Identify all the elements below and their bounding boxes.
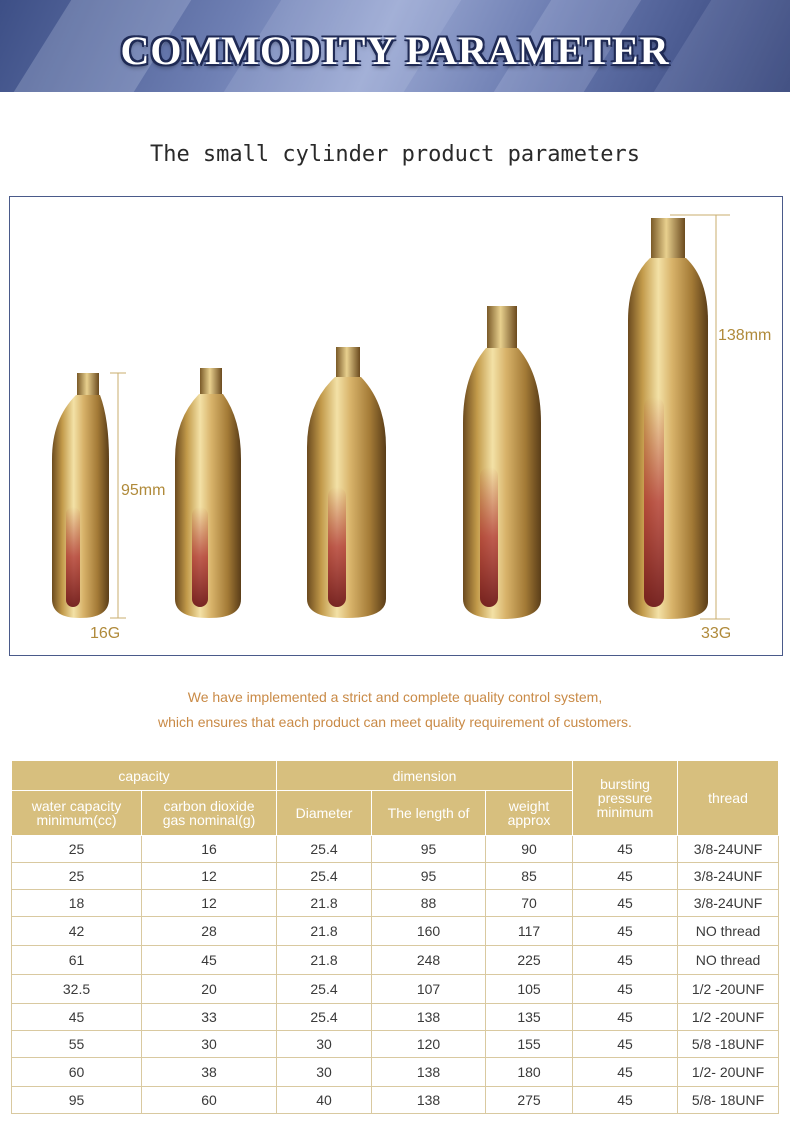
- cell-bursting-pressure: 45: [573, 975, 678, 1004]
- cell-water-capacity: 60: [12, 1058, 142, 1087]
- cell-co2-gas: 20: [142, 975, 277, 1004]
- cell-diameter: 25.4: [277, 975, 372, 1004]
- cell-water-capacity: 55: [12, 1031, 142, 1058]
- table-row: [12, 863, 779, 890]
- cell-bursting-pressure: 45: [573, 1058, 678, 1087]
- cell-water-capacity: 25: [12, 836, 142, 863]
- cell-length: 95: [372, 863, 486, 890]
- cell-diameter: 40: [277, 1087, 372, 1114]
- cylinder-illustration: [10, 197, 782, 655]
- cell-diameter: 21.8: [277, 890, 372, 917]
- cell-co2-gas: 30: [142, 1031, 277, 1058]
- cell-length: 138: [372, 1058, 486, 1087]
- cell-bursting-pressure: 45: [573, 863, 678, 890]
- header-thread: thread: [678, 761, 779, 836]
- cell-diameter: 30: [277, 1031, 372, 1058]
- table-row: [12, 1004, 779, 1031]
- cell-weight: 225: [486, 946, 573, 975]
- cell-diameter: 25.4: [277, 863, 372, 890]
- table-row: [12, 1031, 779, 1058]
- cell-co2-gas: 60: [142, 1087, 277, 1114]
- dimension-label-large: 138mm: [718, 327, 772, 344]
- header-water-capacity: water capacity minimum(cc): [12, 791, 142, 836]
- header-weight: weight approx: [486, 791, 573, 836]
- cell-weight: 90: [486, 836, 573, 863]
- cell-bursting-pressure: 45: [573, 1087, 678, 1114]
- cell-co2-gas: 12: [142, 890, 277, 917]
- cell-co2-gas: 16: [142, 836, 277, 863]
- cell-length: 248: [372, 946, 486, 975]
- cell-co2-gas: 45: [142, 946, 277, 975]
- table-row: [12, 836, 779, 863]
- cell-water-capacity: 45: [12, 1004, 142, 1031]
- cell-co2-gas: 33: [142, 1004, 277, 1031]
- cell-thread: 1/2 -20UNF: [678, 975, 779, 1004]
- header-co2-gas: carbon dioxide gas nominal(g): [142, 791, 277, 836]
- cell-thread: 1/2- 20UNF: [678, 1058, 779, 1087]
- cell-thread: 1/2 -20UNF: [678, 1004, 779, 1031]
- cell-co2-gas: 28: [142, 917, 277, 946]
- cell-diameter: 25.4: [277, 836, 372, 863]
- cell-length: 88: [372, 890, 486, 917]
- table-row: [12, 1087, 779, 1114]
- cell-weight: 117: [486, 917, 573, 946]
- cell-diameter: 25.4: [277, 1004, 372, 1031]
- header-length: The length of: [372, 791, 486, 836]
- cylinder-33g: [628, 218, 708, 619]
- cell-length: 107: [372, 975, 486, 1004]
- cell-weight: 105: [486, 975, 573, 1004]
- header-diameter: Diameter: [277, 791, 372, 836]
- cell-water-capacity: 61: [12, 946, 142, 975]
- cell-bursting-pressure: 45: [573, 946, 678, 975]
- cylinder-16g: [52, 373, 109, 618]
- cell-bursting-pressure: 45: [573, 1031, 678, 1058]
- cell-thread: 3/8-24UNF: [678, 890, 779, 917]
- cell-bursting-pressure: 45: [573, 917, 678, 946]
- cell-weight: 275: [486, 1087, 573, 1114]
- cell-thread: 3/8-24UNF: [678, 836, 779, 863]
- cell-weight: 135: [486, 1004, 573, 1031]
- cell-weight: 155: [486, 1031, 573, 1058]
- cell-length: 138: [372, 1087, 486, 1114]
- cell-length: 160: [372, 917, 486, 946]
- cell-water-capacity: 42: [12, 917, 142, 946]
- size-label-large: 33G: [701, 625, 732, 642]
- cell-diameter: 21.8: [277, 946, 372, 975]
- cell-water-capacity: 95: [12, 1087, 142, 1114]
- section-subtitle: The small cylinder product parameters: [149, 142, 641, 167]
- dimension-label-small: 95mm: [121, 482, 166, 499]
- cell-bursting-pressure: 45: [573, 890, 678, 917]
- table-row: [12, 917, 779, 946]
- cell-weight: 180: [486, 1058, 573, 1087]
- cell-length: 120: [372, 1031, 486, 1058]
- quality-statement-line2: which ensures that each product can meet quality requirement of customers.: [158, 714, 632, 730]
- cell-weight: 70: [486, 890, 573, 917]
- table-row: [12, 946, 779, 975]
- cell-length: 95: [372, 836, 486, 863]
- cell-thread: 5/8 -18UNF: [678, 1031, 779, 1058]
- header-dimension: dimension: [277, 761, 573, 791]
- cell-diameter: 21.8: [277, 917, 372, 946]
- banner: [0, 0, 790, 92]
- table-row: [12, 975, 779, 1004]
- cell-thread: NO thread: [678, 917, 779, 946]
- banner-title: COMMODITY PARAMETER: [120, 28, 670, 73]
- cell-weight: 85: [486, 863, 573, 890]
- table-row: [12, 890, 779, 917]
- cell-thread: 5/8- 18UNF: [678, 1087, 779, 1114]
- cell-water-capacity: 25: [12, 863, 142, 890]
- size-label-small: 16G: [90, 625, 121, 642]
- cell-thread: NO thread: [678, 946, 779, 975]
- quality-statement-line1: We have implemented a strict and complete quality control system,: [187, 689, 603, 705]
- cell-co2-gas: 12: [142, 863, 277, 890]
- cell-bursting-pressure: 45: [573, 836, 678, 863]
- cylinder-3: [307, 347, 386, 618]
- cell-thread: 3/8-24UNF: [678, 863, 779, 890]
- parameter-table: [11, 760, 779, 1114]
- cylinder-2: [175, 368, 241, 618]
- cylinder-4: [463, 306, 541, 619]
- cell-bursting-pressure: 45: [573, 1004, 678, 1031]
- cell-water-capacity: 32.5: [12, 975, 142, 1004]
- cell-diameter: 30: [277, 1058, 372, 1087]
- cell-co2-gas: 38: [142, 1058, 277, 1087]
- table-row: [12, 1058, 779, 1087]
- header-capacity: capacity: [12, 761, 277, 791]
- cell-length: 138: [372, 1004, 486, 1031]
- cylinder-photo-panel: [9, 196, 783, 656]
- header-bursting-pressure: bursting pressure minimum: [573, 761, 678, 836]
- cell-water-capacity: 18: [12, 890, 142, 917]
